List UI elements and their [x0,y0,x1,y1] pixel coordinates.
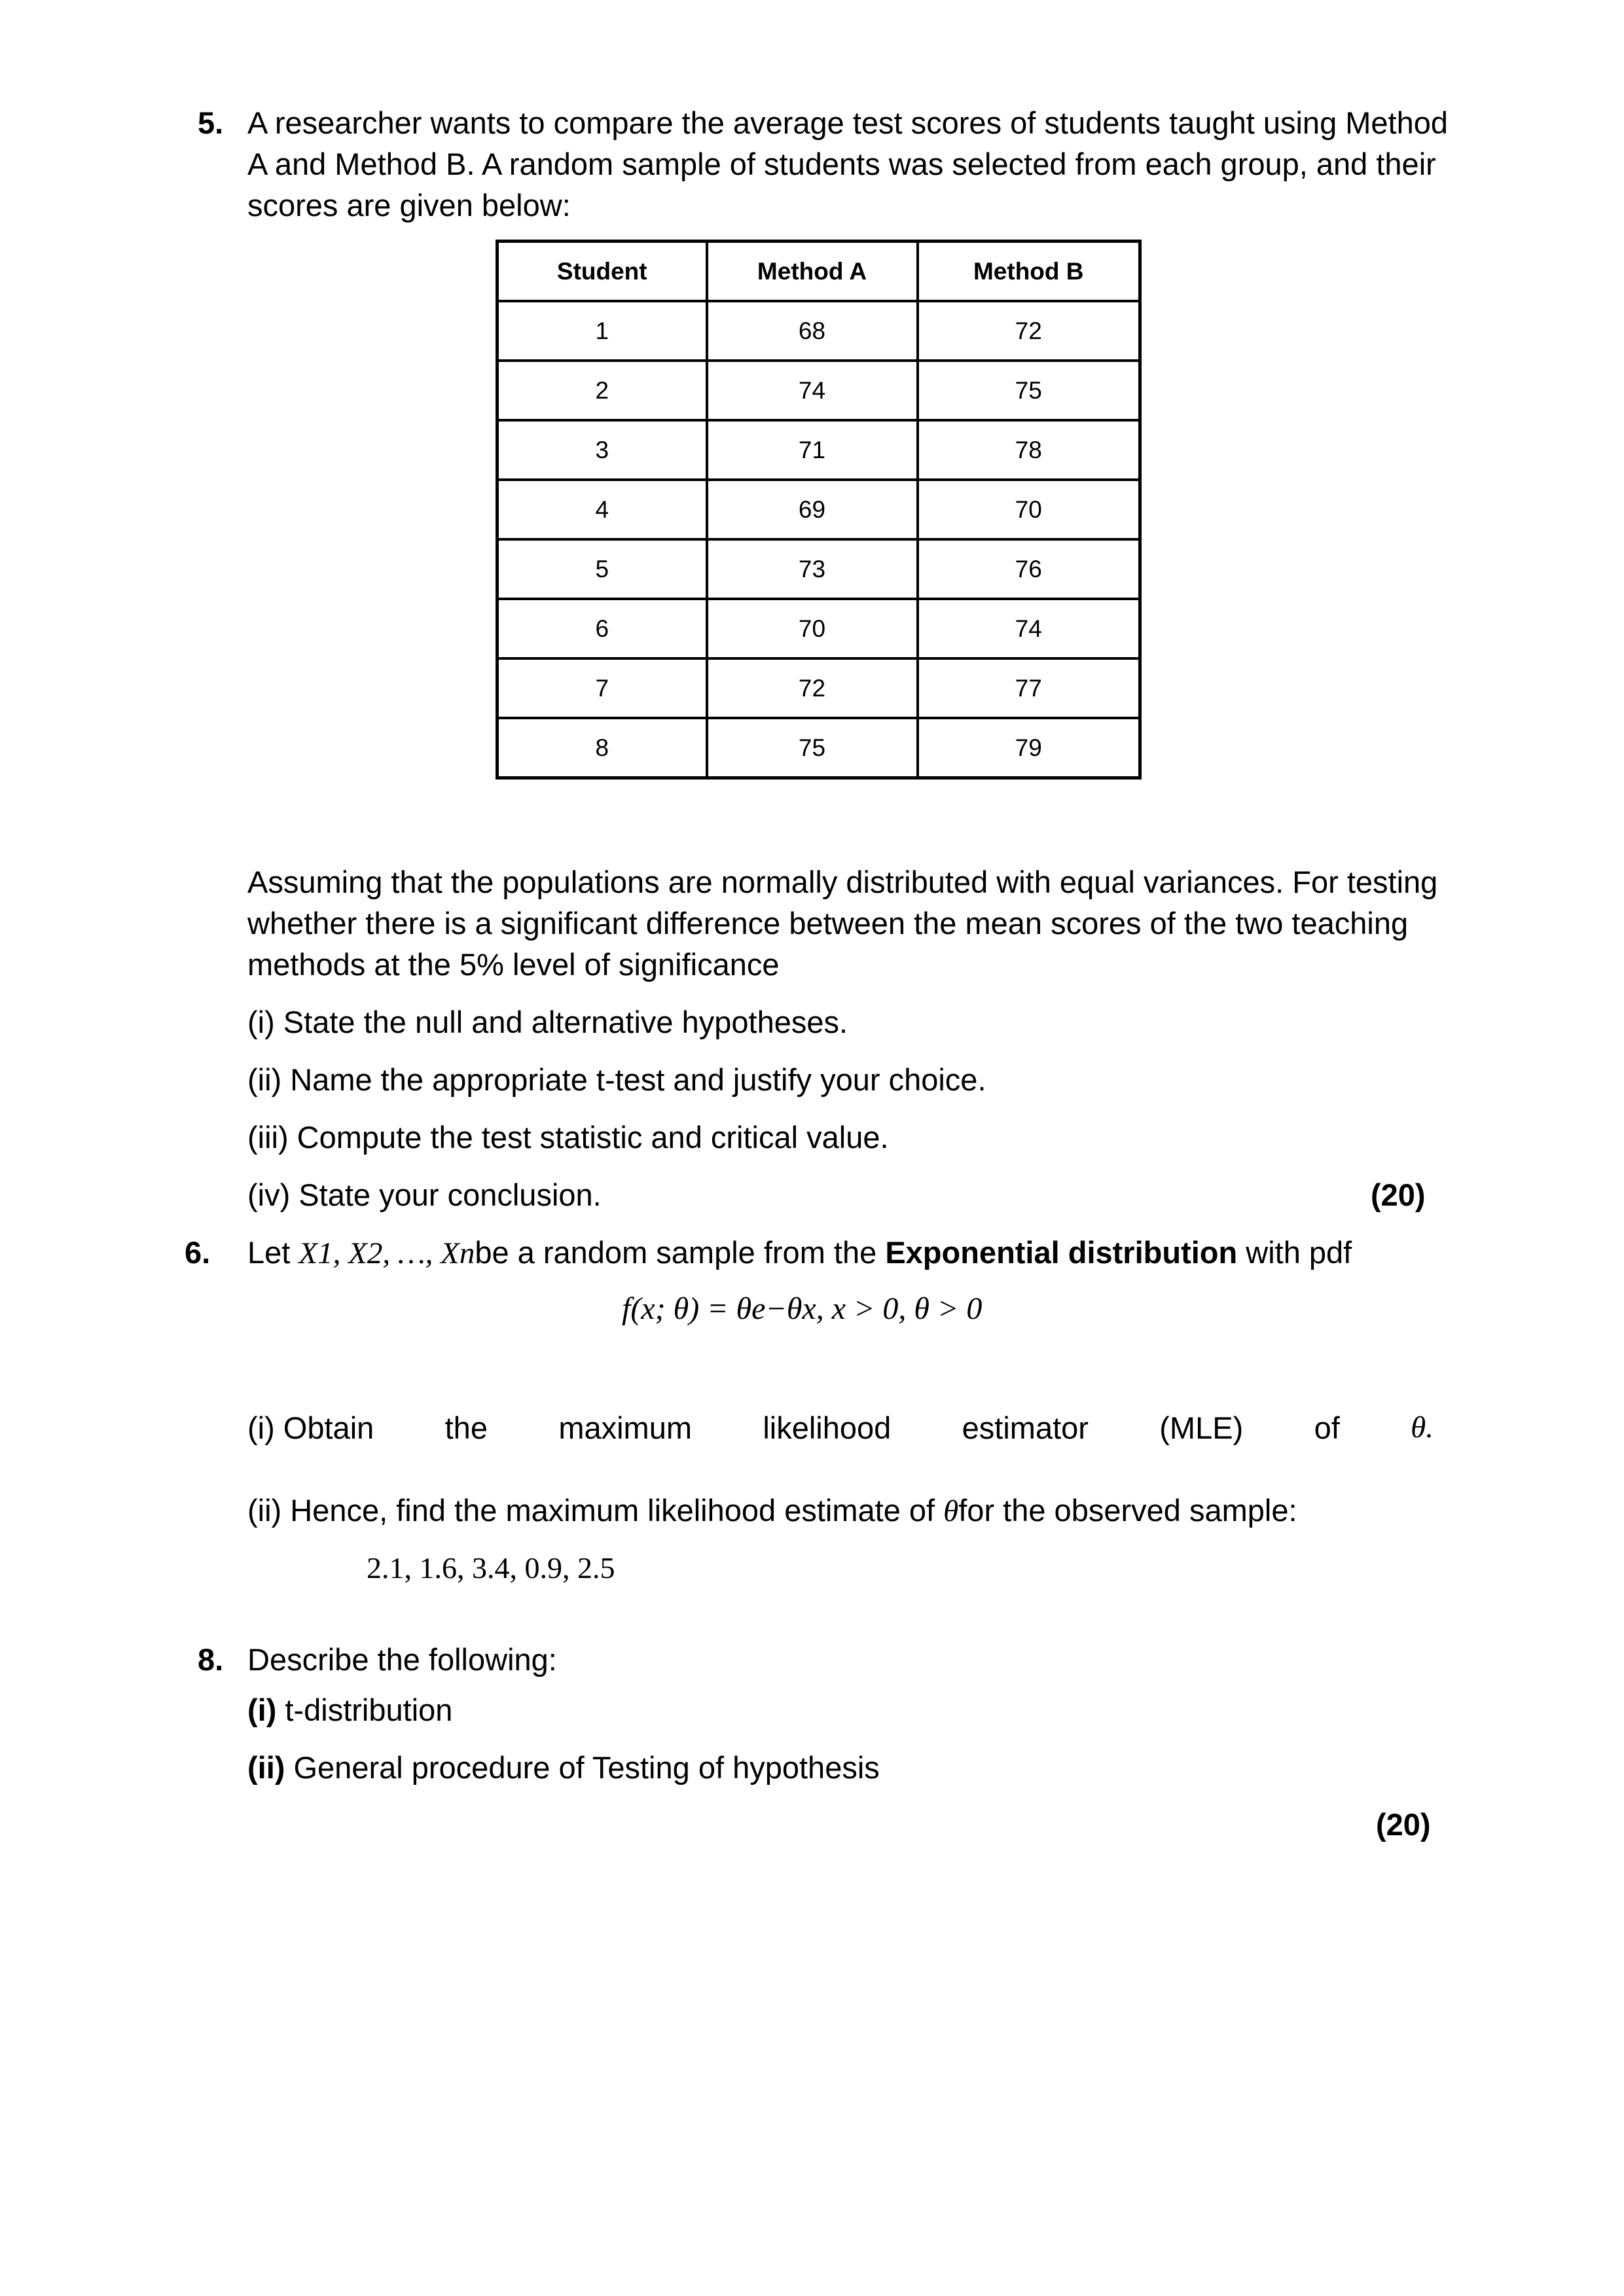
question-5-line-3: scores are given below: [247,188,571,223]
question-8-part-i [247,1689,452,1731]
question-5-part-iii: (iii) Compute the test statistic and critical value. [247,1120,889,1155]
question-8-marks: (20) [1376,1807,1431,1842]
assumption-line-3: methods at the 5% level of significance [247,947,780,982]
cell-student: 8 [497,718,707,778]
cell-method-a: 68 [707,301,918,361]
assumption-line-2: whether there is a significant difference between the mean scores of the two teaching [247,906,1409,941]
table-row [497,480,1140,539]
part-ii-label: (ii) [247,1750,285,1785]
part-ii-prefix: (ii) Hence, find the maximum likelihood estimate of [247,1493,944,1528]
word: of [1314,1410,1340,1445]
intro-suffix: with pdf [1237,1235,1352,1270]
intro-mid: be a random sample from the [475,1235,886,1270]
distribution-name: Exponential distribution [885,1235,1238,1270]
table-row [497,539,1140,599]
table-row [497,361,1140,420]
question-6-number: 6. [185,1235,211,1270]
cell-method-a: 73 [707,539,918,599]
cell-method-a: 74 [707,361,918,420]
word: likelihood [763,1410,892,1445]
cell-method-a: 71 [707,420,918,480]
cell-method-b: 78 [918,420,1140,480]
cell-student: 4 [497,480,707,539]
cell-method-b: 70 [918,480,1140,539]
header-method-a: Method A [707,242,918,302]
cell-method-a: 69 [707,480,918,539]
cell-method-a: 70 [707,599,918,658]
cell-method-b: 76 [918,539,1140,599]
cell-method-b: 74 [918,599,1140,658]
scores-table [496,240,1142,780]
table-row [497,658,1140,718]
question-5-part-iv: (iv) State your conclusion. [247,1177,602,1212]
cell-method-a: 75 [707,718,918,778]
word: maximum [558,1410,692,1445]
question-5-part-i: (i) State the null and alternative hypotheses. [247,1005,848,1039]
part-ii-suffix: for the observed sample: [958,1493,1297,1528]
question-5-marks: (20) [1371,1177,1426,1212]
theta-symbol: θ [943,1494,959,1528]
sample-variables: X1, X2, …, Xn [298,1236,475,1270]
question-8-intro: Describe the following: [247,1642,557,1677]
cell-method-b: 77 [918,658,1140,718]
part-i-label: (i) [247,1693,277,1727]
table-header-row [497,242,1140,302]
cell-method-b: 75 [918,361,1140,420]
part-i-text: t-distribution [276,1693,453,1727]
cell-student: 1 [497,301,707,361]
intro-prefix: Let [247,1235,299,1270]
word: (i) Obtain [247,1410,374,1445]
table-row [497,301,1140,361]
question-8-number: 8. [198,1642,224,1677]
cell-student: 7 [497,658,707,718]
cell-method-b: 79 [918,718,1140,778]
pdf-formula: f(x; θ) = θe−θx, x > 0, θ > 0 [622,1291,983,1326]
question-8-part-ii [247,1747,880,1788]
table-row [497,420,1140,480]
cell-method-a: 72 [707,658,918,718]
table-row [497,599,1140,658]
question-6-part-i [247,1407,1434,1448]
word: estimator [962,1410,1089,1445]
word: the [444,1410,488,1445]
question-6-part-ii [247,1490,1297,1532]
header-student: Student [497,242,707,302]
table-row [497,718,1140,778]
question-5-number: 5. [198,105,224,140]
cell-student: 3 [497,420,707,480]
cell-method-b: 72 [918,301,1140,361]
part-ii-text: General procedure of Testing of hypothesis [285,1750,880,1785]
question-6-intro [247,1232,1352,1274]
question-5-line-1: A researcher wants to compare the average test scores of students taught using Method [247,105,1449,140]
theta-symbol: θ. [1411,1410,1434,1444]
cell-student: 2 [497,361,707,420]
word: (MLE) [1159,1410,1244,1445]
cell-student: 5 [497,539,707,599]
cell-student: 6 [497,599,707,658]
assumption-line-1: Assuming that the populations are normally distributed with equal variances. For testing [247,865,1438,899]
header-method-b: Method B [918,242,1140,302]
observed-sample: 2.1, 1.6, 3.4, 0.9, 2.5 [367,1551,615,1585]
question-5-line-2: A and Method B. A random sample of students was selected from each group, and their [247,147,1436,181]
question-5-part-ii: (ii) Name the appropriate t-test and justify your choice. [247,1062,986,1097]
